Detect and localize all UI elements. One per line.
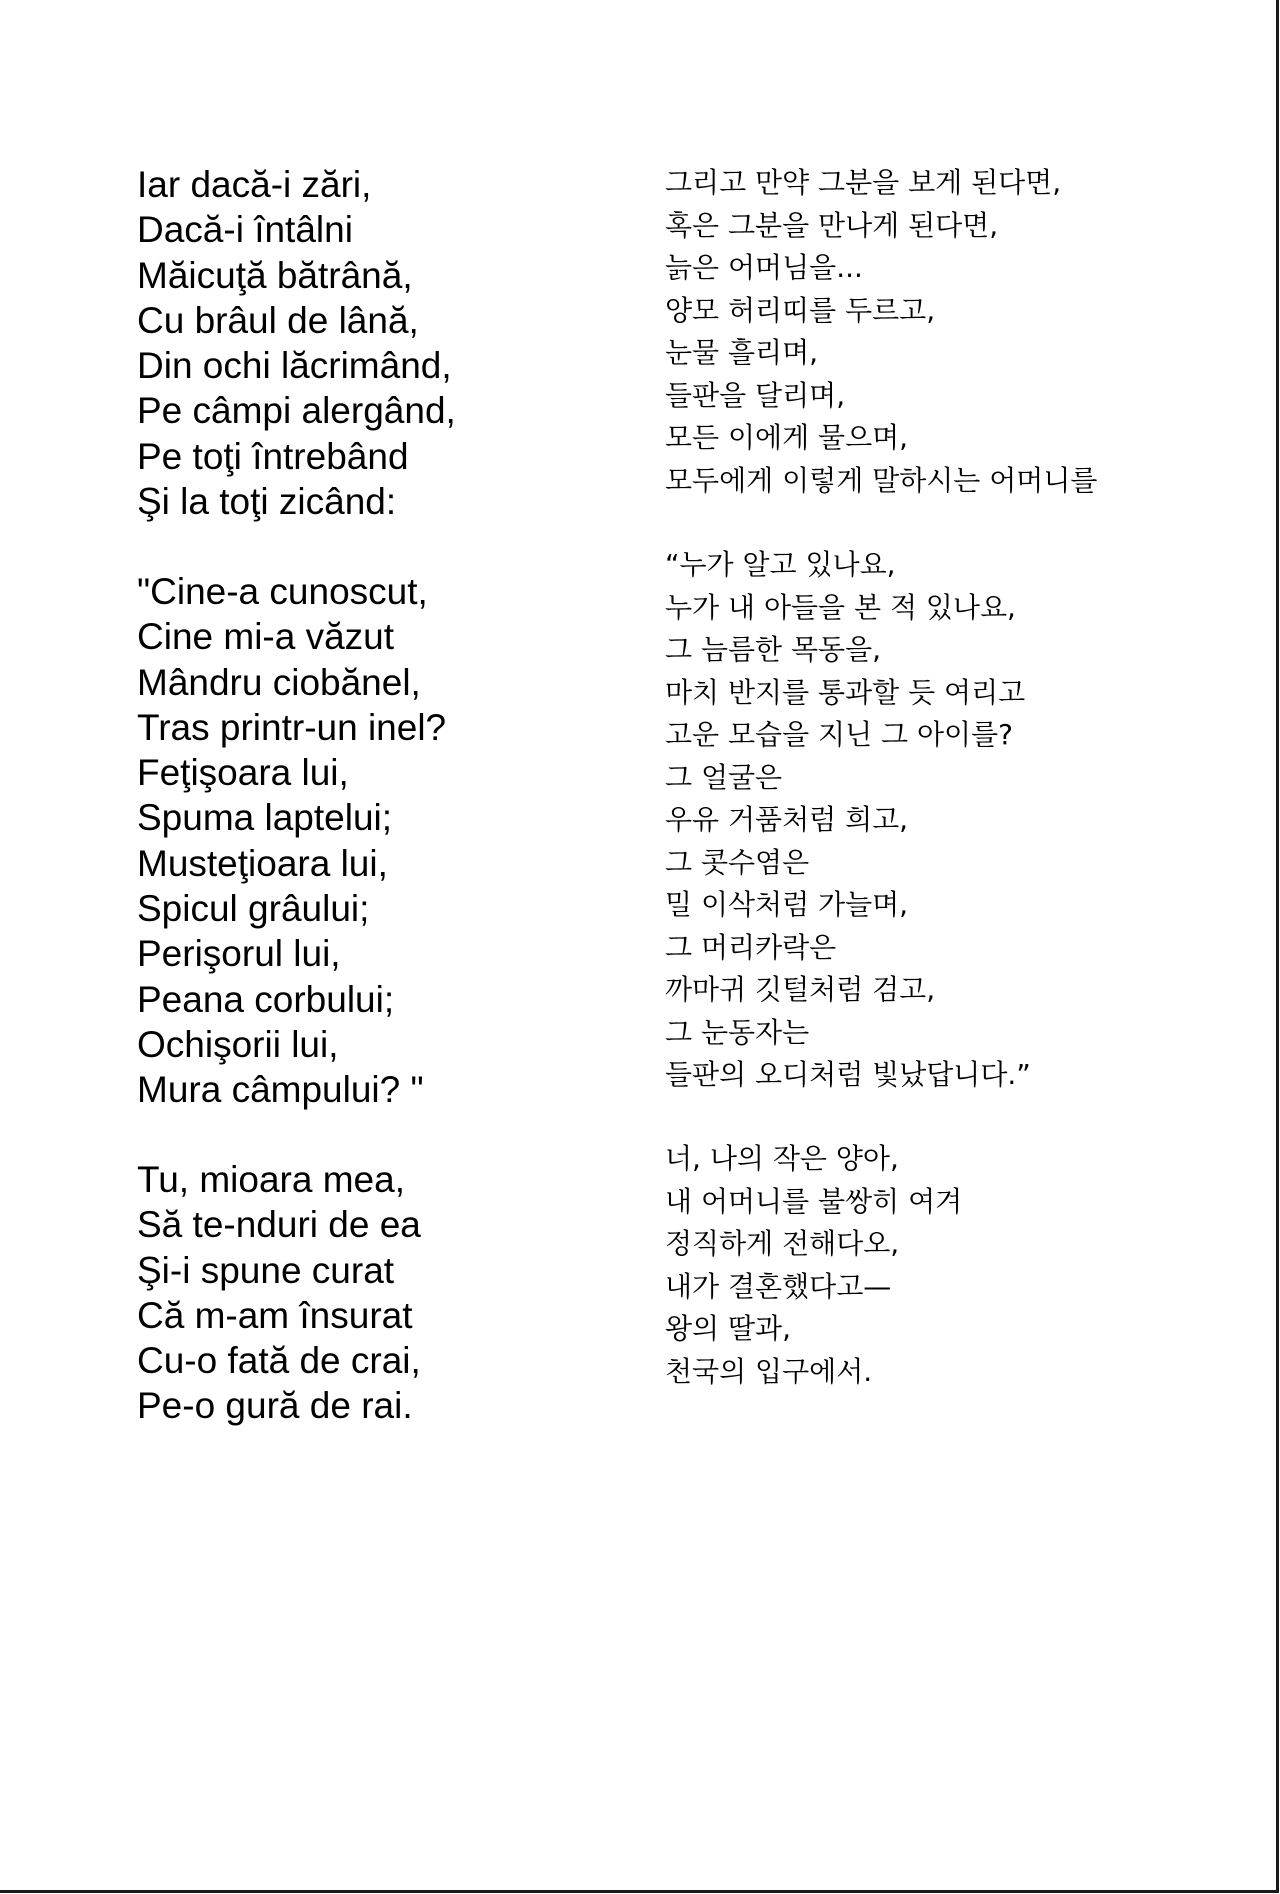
poem-line: Ochişorii lui,	[137, 1023, 339, 1065]
korean-stanza-2	[665, 544, 1031, 1097]
poem-line: 모두에게 이렇게 말하시는 어머니를	[665, 463, 1098, 497]
poem-line: Peana corbului;	[137, 978, 395, 1020]
poem-line: 들판을 달리며,	[665, 378, 846, 412]
poem-line: 너, 나의 작은 양아,	[665, 1142, 899, 1175]
poem-line: 왕의 딸과,	[665, 1312, 791, 1345]
poem-line: 그 콧수염은	[665, 845, 810, 879]
korean-stanza-1	[665, 162, 1097, 502]
poem-line: "Cine-a cunoscut,	[137, 571, 428, 612]
poem-line: Cu brâul de lână,	[137, 299, 419, 341]
poem-line: 정직하게 전해다오,	[665, 1227, 900, 1260]
romanian-stanza-1	[137, 162, 456, 524]
poem-line: Pe-o gură de rai.	[137, 1385, 413, 1427]
poem-line: 그리고 만약 그분을 보게 된다면,	[665, 166, 1062, 199]
poem-line: Pe toţi întrebând	[137, 435, 409, 477]
poem-line: “누가 알고 있나요,	[665, 548, 896, 581]
poem-line: Mura câmpului? "	[137, 1069, 424, 1111]
poem-line: Perişorul lui,	[137, 933, 341, 975]
poem-line: 그 머리카락은	[665, 930, 837, 964]
poem-line: Şi-i spune curat	[137, 1249, 395, 1291]
poem-line: 그 얼굴은	[665, 760, 783, 794]
poem-line: 천국의 입구에서.	[665, 1354, 873, 1388]
poem-line: Dacă-i întâlni	[137, 209, 353, 251]
poem-line: 혹은 그분을 만나게 된다면,	[665, 208, 999, 242]
poem-line: Iar dacă-i zări,	[137, 164, 372, 205]
poem-line: Şi la toţi zicând:	[137, 481, 397, 523]
poem-line: 우유 거품처럼 희고,	[665, 803, 909, 836]
poem-line: Spuma laptelui;	[137, 797, 393, 839]
korean-stanza-3	[665, 1138, 962, 1393]
poem-line: Tras printr-un inel?	[137, 706, 447, 748]
poem-line: Pe câmpi alergând,	[137, 390, 456, 432]
poem-line: 까마귀 깃털처럼 검고,	[665, 973, 936, 1006]
poem-line: Spicul grâului;	[137, 888, 370, 930]
poem-line: Cine mi-a văzut	[137, 616, 395, 658]
poem-line: 눈물 흘리며,	[665, 336, 819, 369]
poem-line: Că m-am însurat	[137, 1294, 413, 1336]
poem-line: Să te-nduri de ea	[137, 1204, 421, 1246]
poem-line: Măicuţă bătrână,	[137, 254, 413, 296]
poem-line: 내가 결혼했다고—	[665, 1269, 892, 1303]
romanian-stanza-3	[137, 1157, 421, 1429]
poem-line: 밀 이삭처럼 가늘며,	[665, 888, 909, 921]
poem-line: Din ochi lăcrimând,	[137, 345, 452, 387]
poem-line: 양모 허리띠를 두르고,	[665, 293, 936, 327]
poem-line: 누가 내 아들을 본 적 있나요,	[665, 590, 1016, 624]
poem-line: 늙은 어머님을...	[665, 251, 863, 284]
romanian-stanza-2	[137, 569, 446, 1113]
poem-line: 그 눈동자는	[665, 1015, 810, 1049]
poem-line: Tu, mioara mea,	[137, 1159, 405, 1200]
poem-line: Mândru ciobănel,	[137, 661, 421, 703]
poem-line: Musteţioara lui,	[137, 842, 388, 884]
poem-line: 내 어머니를 불쌍히 여겨	[665, 1184, 963, 1218]
poem-line: 그 늠름한 목동을,	[665, 633, 882, 666]
poem-line: 들판의 오디처럼 빛났답니다.”	[665, 1058, 1031, 1091]
poem-line: 모든 이에게 물으며,	[665, 421, 909, 454]
poem-line: 고운 모습을 지닌 그 아이를?	[665, 718, 1013, 751]
poem-line: Feţişoara lui,	[137, 752, 349, 794]
poem-line: 마치 반지를 통과할 듯 여리고	[665, 675, 1026, 709]
poem-line: Cu-o fată de crai,	[137, 1340, 421, 1382]
